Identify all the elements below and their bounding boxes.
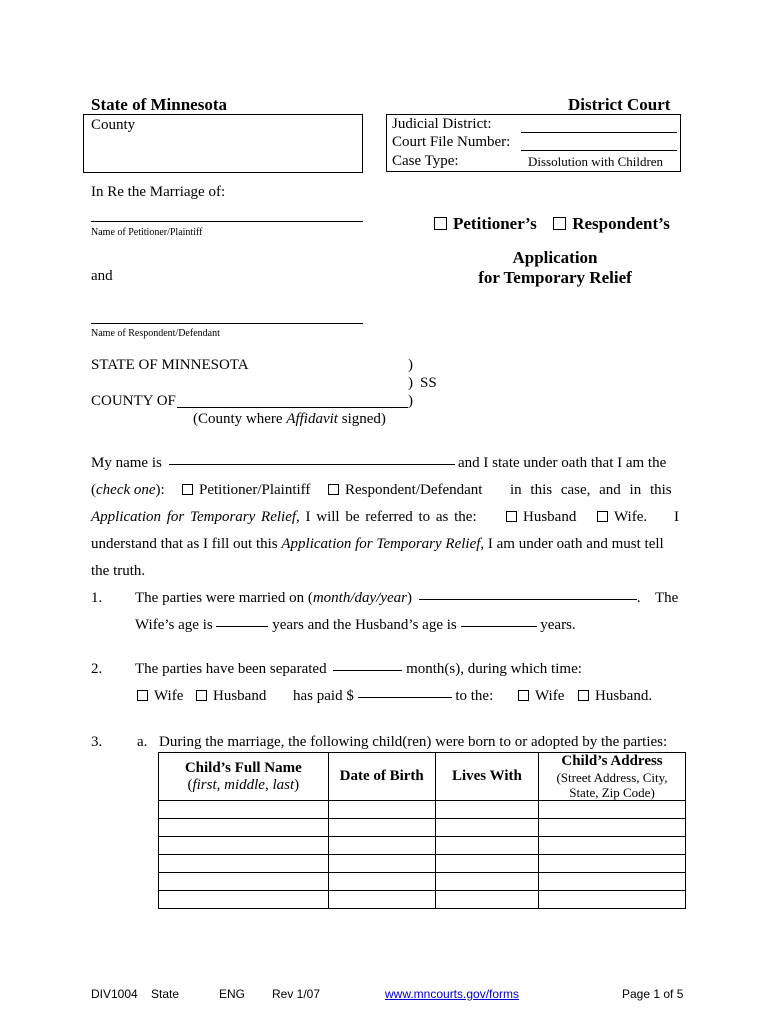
oath-line-5: the truth. — [91, 563, 146, 579]
venue-paren-2: ) — [408, 375, 413, 391]
footer-form-number: DIV1004 — [91, 987, 138, 1001]
item1-the: The — [655, 590, 679, 606]
case-type-value: Dissolution with Children — [528, 154, 664, 169]
respondents-checkbox[interactable] — [553, 217, 566, 230]
state-under-oath: and I state under oath that I am the — [458, 455, 667, 471]
petitioners-checkbox[interactable] — [434, 217, 447, 230]
payer-husband-checkbox[interactable] — [196, 690, 207, 701]
table-row[interactable] — [159, 873, 686, 891]
venue-state: STATE OF MINNESOTA — [91, 357, 249, 373]
refer-wife-checkbox[interactable] — [597, 511, 608, 522]
has-paid: has paid $ to the: — [293, 688, 494, 704]
children-table — [158, 752, 686, 909]
venue-ss: SS — [420, 375, 437, 391]
item2-number: 2. — [91, 661, 103, 677]
in-re-label: In Re the Marriage of: — [91, 184, 226, 200]
case-type-label: Case Type: — [392, 153, 459, 169]
item1-number: 1. — [91, 590, 103, 606]
footer-page-number: Page 1 of 5 — [622, 987, 684, 1001]
petitioner-caption: Name of Petitioner/Plaintiff — [91, 227, 203, 238]
item3-text: During the marriage, the following child(ren) were born to or adopted by the parties: — [159, 734, 668, 750]
oath-line-3: Application for Temporary Relief, I will be referred to as the: — [91, 509, 477, 525]
county-label: County — [91, 117, 136, 133]
oath-i: I — [674, 509, 679, 525]
table-row[interactable] — [159, 855, 686, 873]
footer-language: ENG — [219, 987, 246, 1001]
in-this-case: in this case, and in this — [510, 482, 672, 498]
role-respondent: Respondent/Defendant — [328, 482, 482, 499]
item1-line2: Wife’s age is years and the Husband’s age is years. — [135, 617, 576, 633]
title-line2: for Temporary Relief — [478, 268, 632, 287]
marriage-date-field[interactable] — [419, 598, 637, 600]
affiant-name-field[interactable] — [169, 463, 455, 465]
petitioners-label: Petitioner’s — [453, 214, 537, 233]
state-heading: State of Minnesota — [91, 95, 227, 114]
county-box[interactable] — [83, 114, 363, 173]
respondent-name-field[interactable] — [91, 323, 363, 324]
payee-husband-checkbox[interactable] — [578, 690, 589, 701]
payee-husband: Husband. — [578, 688, 652, 705]
oath-line-1: My name is — [91, 455, 458, 472]
table-header-row — [159, 753, 686, 801]
petitioner-name-field[interactable] — [91, 221, 363, 222]
judicial-district-field[interactable] — [521, 132, 677, 133]
col-date-of-birth: Date of Birth — [328, 753, 435, 801]
amount-paid-field[interactable] — [358, 696, 452, 698]
venue-paren-1: ) — [408, 357, 413, 373]
payee-wife: Wife — [518, 688, 564, 705]
case-info-box — [386, 114, 681, 172]
months-separated-field[interactable] — [333, 669, 402, 671]
col-child-address: Child’s Address (Street Address, City, State, Zip Code) — [539, 753, 686, 801]
table-row[interactable] — [159, 801, 686, 819]
role-respondent-checkbox[interactable] — [328, 484, 339, 495]
court-file-field[interactable] — [521, 150, 677, 151]
refer-husband: Husband — [506, 509, 576, 526]
court-file-label: Court File Number: — [392, 134, 511, 150]
refer-wife: Wife. — [597, 509, 647, 526]
footer-forms-link[interactable]: www.mncourts.gov/forms — [385, 987, 520, 1001]
and-label: and — [91, 268, 113, 284]
respondent-caption: Name of Respondent/Defendant — [91, 328, 220, 339]
venue-paren-3: ) — [408, 393, 413, 409]
role-petitioner: Petitioner/Plaintiff — [182, 482, 310, 499]
table-row[interactable] — [159, 837, 686, 855]
judicial-district-label: Judicial District: — [392, 116, 492, 132]
role-petitioner-checkbox[interactable] — [182, 484, 193, 495]
payer-husband: Husband — [196, 688, 266, 705]
item1-line1: The parties were married on (month/day/year) . — [135, 590, 641, 606]
oath-line-4: understand that as I fill out this Application for Temporary Relief, I am under oath and must tell — [91, 536, 664, 552]
col-child-name: Child’s Full Name (first, middle, last) — [159, 753, 329, 801]
husband-age-field[interactable] — [461, 625, 537, 627]
payer-wife-checkbox[interactable] — [137, 690, 148, 701]
footer-revision: Rev 1/07 — [272, 987, 321, 1001]
court-heading: District Court — [568, 95, 671, 114]
item2-line1: The parties have been separated month(s), during which time: — [135, 661, 582, 677]
oath-line-2a: (check one): — [91, 482, 165, 498]
table-row[interactable] — [159, 891, 686, 909]
venue-county: COUNTY OF — [91, 393, 176, 409]
wife-age-field[interactable] — [216, 625, 268, 627]
table-row[interactable] — [159, 819, 686, 837]
payer-wife: Wife — [137, 688, 183, 705]
refer-husband-checkbox[interactable] — [506, 511, 517, 522]
venue-county-field[interactable] — [177, 407, 408, 408]
payee-wife-checkbox[interactable] — [518, 690, 529, 701]
item3-a: a. — [137, 734, 148, 750]
footer-state: State — [151, 987, 180, 1001]
item3-number: 3. — [91, 734, 103, 750]
title-line1: Application — [512, 248, 598, 267]
respondents-label: Respondent’s — [572, 214, 670, 233]
col-lives-with: Lives With — [435, 753, 538, 801]
venue-county-note: (County where Affidavit signed) — [193, 411, 386, 427]
applicant-choice — [434, 214, 670, 234]
